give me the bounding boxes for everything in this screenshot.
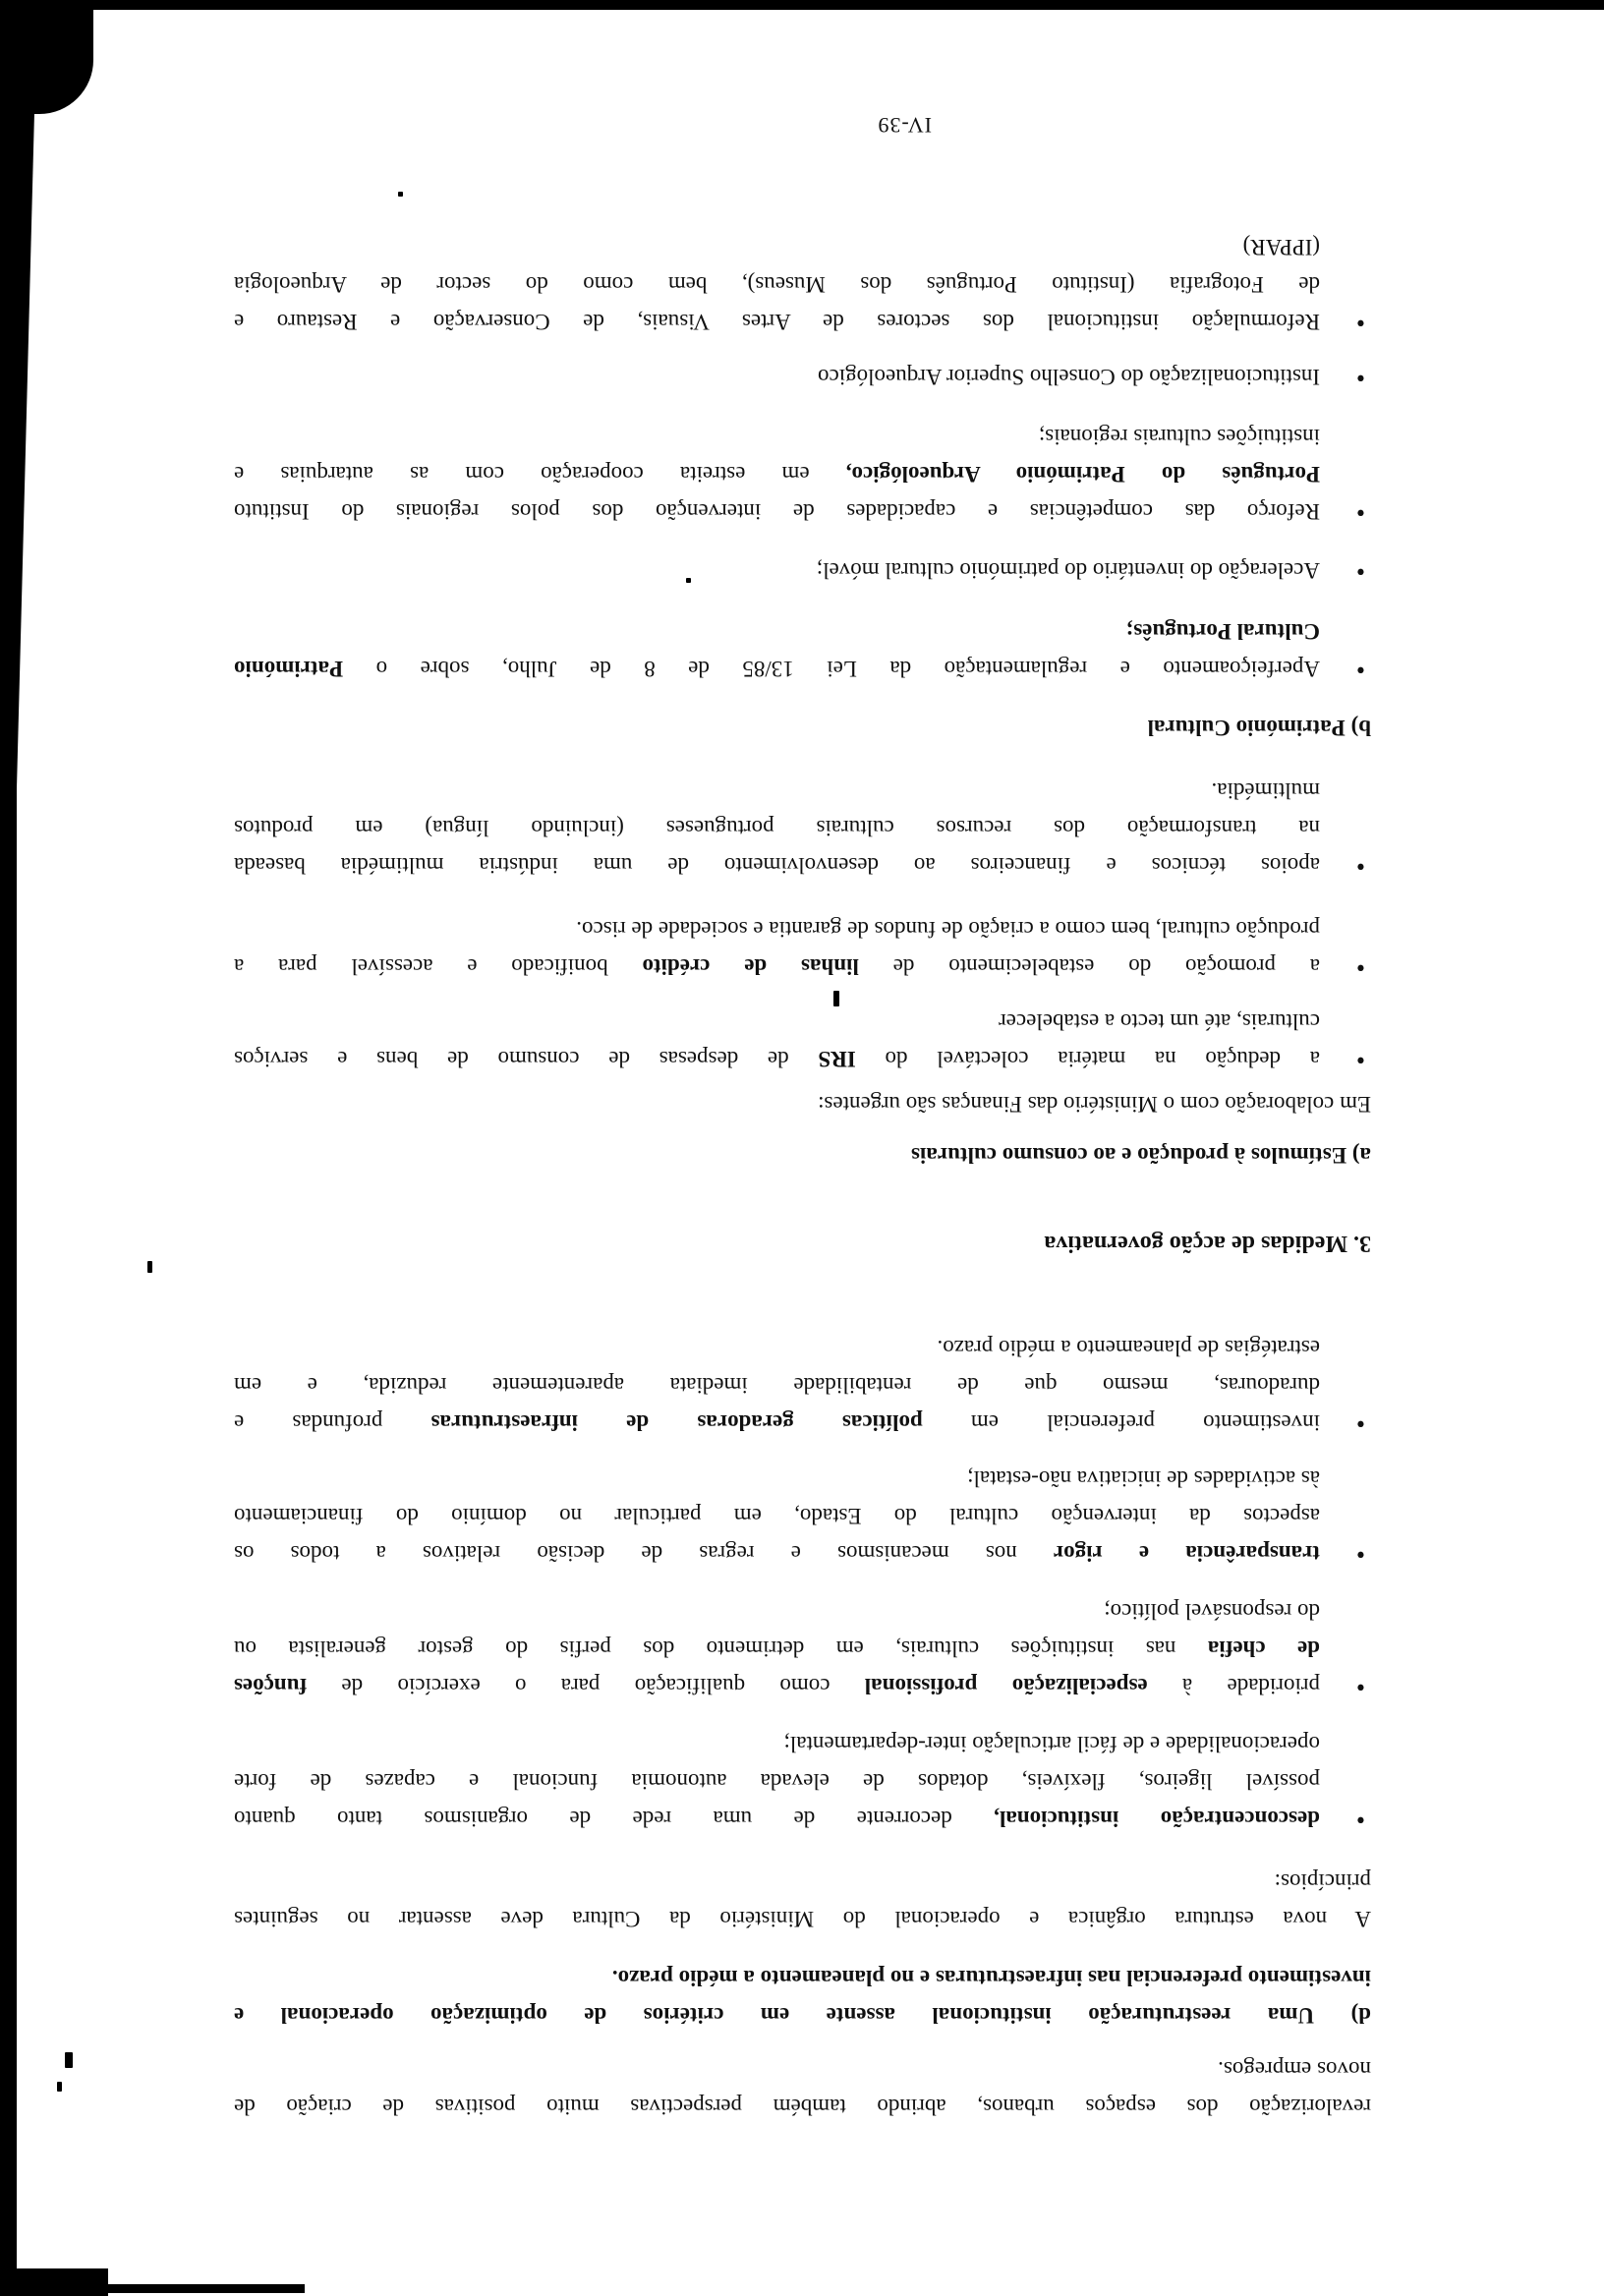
text-line: investimento preferencial em políticas geradoras de infraestruturas profundas e <box>234 1410 1320 1435</box>
text-line: a) Estímulos à produção e ao consumo culturais <box>911 1143 1371 1168</box>
bullet-icon: • <box>1355 656 1365 684</box>
bullet-item <box>234 418 1371 530</box>
text-line: (IPPAR) <box>1242 235 1320 259</box>
bullet-item <box>234 551 1371 589</box>
bullet-item <box>234 1003 1371 1077</box>
bullet-icon: • <box>1355 1046 1365 1074</box>
text-line: b) Património Cultural <box>1147 716 1371 740</box>
text-line: operacionalidade e de fácil articulação inter-departamental; <box>783 1732 1320 1756</box>
text-line: produção cultural, bem como a criação de fundos de garantia e sociedade de risco. <box>576 917 1320 942</box>
bullet-item <box>234 228 1371 340</box>
text-line: transparência e rigor nos mecanismos e regras de decisão relativos a todos os <box>234 1541 1320 1566</box>
paragraph <box>234 2050 1371 2125</box>
page-number: IV-39 <box>877 113 932 138</box>
bullet-icon: • <box>1355 852 1365 881</box>
section-heading <box>234 1225 1371 1262</box>
bullet-icon: • <box>1355 953 1365 982</box>
scan-edge-top <box>0 0 1604 10</box>
bullet-icon: • <box>1355 1806 1365 1834</box>
paragraph <box>234 1863 1371 1937</box>
bullet-icon: • <box>1355 1540 1365 1569</box>
text-line: Aceleração do inventário do património cultural móvel; <box>816 558 1320 583</box>
bullet-icon: • <box>1355 1409 1365 1438</box>
bullet-icon: • <box>1355 364 1365 392</box>
text-line: do responsável político; <box>1104 1599 1320 1624</box>
scan-speck <box>686 578 691 583</box>
text-line: d) Uma reestruturação institucional assente em critérios de optimização operacional e <box>234 2003 1371 2028</box>
text-line: Em colaboração com o Ministério das Finanças são urgentes: <box>818 1092 1371 1117</box>
bullet-icon: • <box>1355 557 1365 586</box>
scan-speck <box>57 2082 62 2092</box>
text-line: apoios técnicos e financeiros ao desenvolvimento de uma indústria multimédia baseada <box>234 853 1320 878</box>
text-line: instituições culturais regionais; <box>1038 425 1320 449</box>
text-line: multimédia. <box>1211 778 1320 803</box>
text-line: Institucionalização do Conselho Superior Arqueológico <box>818 365 1320 389</box>
scan-speck <box>833 991 839 1006</box>
text-line: A nova estrutura orgânica e operacional do Ministério da Cultura deve assentar no seguintes <box>234 1907 1371 1931</box>
bullet-item <box>234 1329 1371 1441</box>
text-line: 3. Medidas de acção governativa <box>1044 1231 1371 1256</box>
text-line: culturais, até um tecto a estabelecer <box>999 1009 1320 1034</box>
text-line: investimento preferencial nas infraestruturas e no planeamento a médio prazo. <box>611 1966 1371 1990</box>
scan-edge-left <box>0 0 17 2296</box>
bullet-icon: • <box>1355 1673 1365 1701</box>
scan-edge-bottom-tail <box>98 2284 305 2293</box>
bullet-item <box>234 358 1371 395</box>
text-line: a dedução na matéria colectável do IRS de despesas de consumo de bens e serviços <box>234 1047 1320 1071</box>
text-line: Reformulação institucional dos sectores de Artes Visuais, de Conservação e Restauro e <box>234 310 1320 334</box>
text-line: Português do Património Arqueológico, em estreita cooperação com as autarquias e <box>234 462 1320 487</box>
scan-edge-bottom-left <box>0 2268 108 2296</box>
scan-speck <box>65 2052 73 2068</box>
text-line: revalorização dos espaços urbanos, abrindo também perspectivas muito positivas de criação de <box>234 2095 1371 2119</box>
text-line: estratégias de planeamento a médio prazo. <box>937 1336 1320 1360</box>
scan-speck <box>398 192 403 197</box>
text-line: novos empregos. <box>1218 2057 1371 2082</box>
text-line: possível ligeiros, flexíveis, dotados de elevada autonomia funcional e capazes de forte <box>234 1769 1320 1794</box>
bullet-item <box>234 1592 1371 1704</box>
bullet-item <box>234 910 1371 985</box>
text-line: desconcentração institucional, decorrente de uma rede de organismos tanto quanto <box>233 1807 1320 1831</box>
bullet-icon: • <box>1355 498 1365 527</box>
text-line: Reforço das competências e capacidades de intervenção dos polos regionais do Instituto <box>234 499 1320 524</box>
text-line: de Fotografia (Instituto Português dos Museus), bem como do sector de Arqueologia <box>234 272 1320 297</box>
text-line: aspectos da intervenção cultural do Estado, em particular no domínio do financiamento <box>234 1504 1320 1528</box>
text-line: Aperfeiçoamento e regulamentação da Lei 13/85 de 8 de Julho, sobre o Património <box>234 657 1320 681</box>
text-line: prioridade à especialização profissional como qualificação para o exercício de funções <box>233 1674 1320 1698</box>
section-heading <box>234 709 1371 746</box>
text-line: princípios: <box>1274 1869 1371 1894</box>
bullet-item <box>234 1460 1371 1572</box>
text-line: Cultural Português; <box>1125 619 1320 644</box>
paragraph <box>234 1085 1371 1122</box>
bullet-item <box>234 1725 1371 1837</box>
bullet-item <box>234 772 1371 884</box>
paragraph <box>234 1959 1371 2034</box>
text-line: de chefia nas instituições culturais, em detrimento dos perfis do gestor generalista ou <box>234 1636 1320 1661</box>
section-heading <box>234 1136 1371 1174</box>
bullet-item <box>234 612 1371 687</box>
bullet-icon: • <box>1355 309 1365 337</box>
text-line: às actividades de iniciativa não-estatal; <box>967 1466 1320 1491</box>
text-line: a promoção do estabelecimento de linhas de crédito bonificado e acessível para a <box>234 954 1320 979</box>
document-content <box>234 228 1371 2125</box>
scan-speck <box>147 1261 152 1273</box>
text-line: duradouras, mesmo que de rentabilidade imediata aparentemente reduzida, e em <box>234 1373 1320 1398</box>
text-line: na transformação dos recursos culturais portugueses (incluindo língua) em produtos <box>234 816 1320 840</box>
